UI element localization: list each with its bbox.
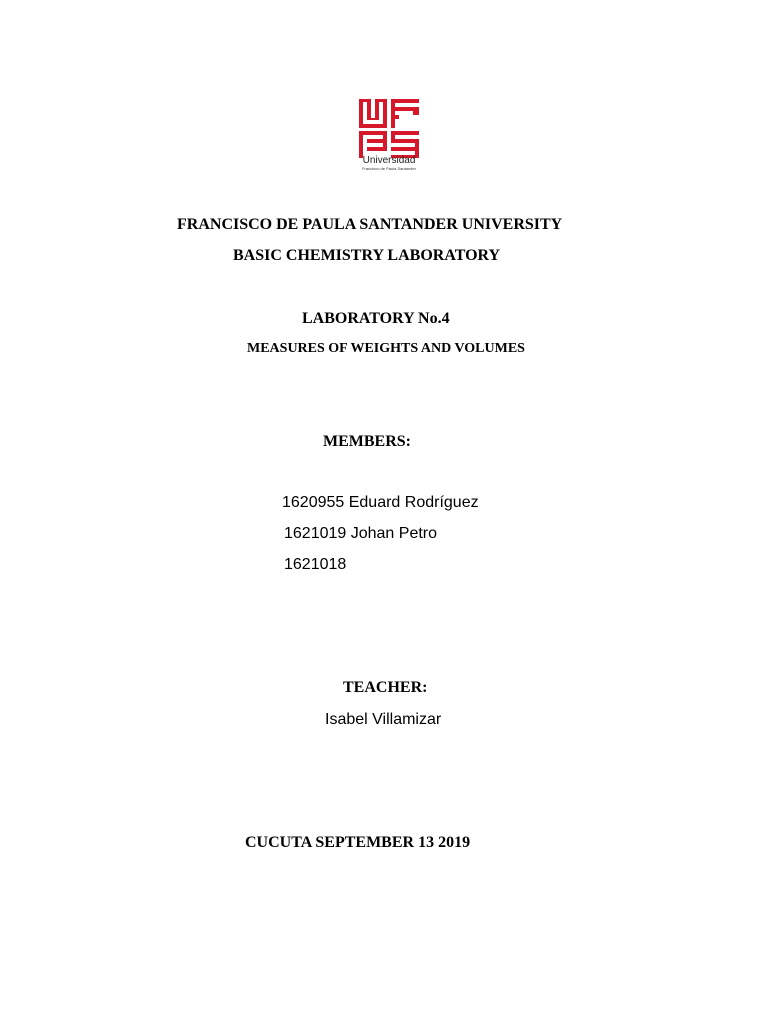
members-heading: MEMBERS:	[323, 433, 411, 450]
member-entry: 1621019 Johan Petro	[284, 525, 438, 542]
laboratory-number: LABORATORY No.4	[302, 310, 450, 327]
logo-subtitle: Francisco de Paula Santander	[362, 166, 416, 171]
place-and-date: CUCUTA SEPTEMBER 13 2019	[245, 834, 471, 851]
member-entry: 1620955 Eduard Rodríguez	[282, 494, 479, 511]
lab-course-name: BASIC CHEMISTRY LABORATORY	[233, 247, 501, 264]
laboratory-title: MEASURES OF WEIGHTS AND VOLUMES	[247, 341, 525, 356]
university-logo	[358, 98, 420, 172]
teacher-heading: TEACHER:	[343, 679, 428, 696]
logo-wordmark: Universidad	[362, 155, 416, 166]
university-name: FRANCISCO DE PAULA SANTANDER UNIVERSITY	[177, 216, 563, 233]
member-entry: 1621018	[284, 556, 347, 573]
teacher-name: Isabel Villamizar	[325, 711, 442, 728]
